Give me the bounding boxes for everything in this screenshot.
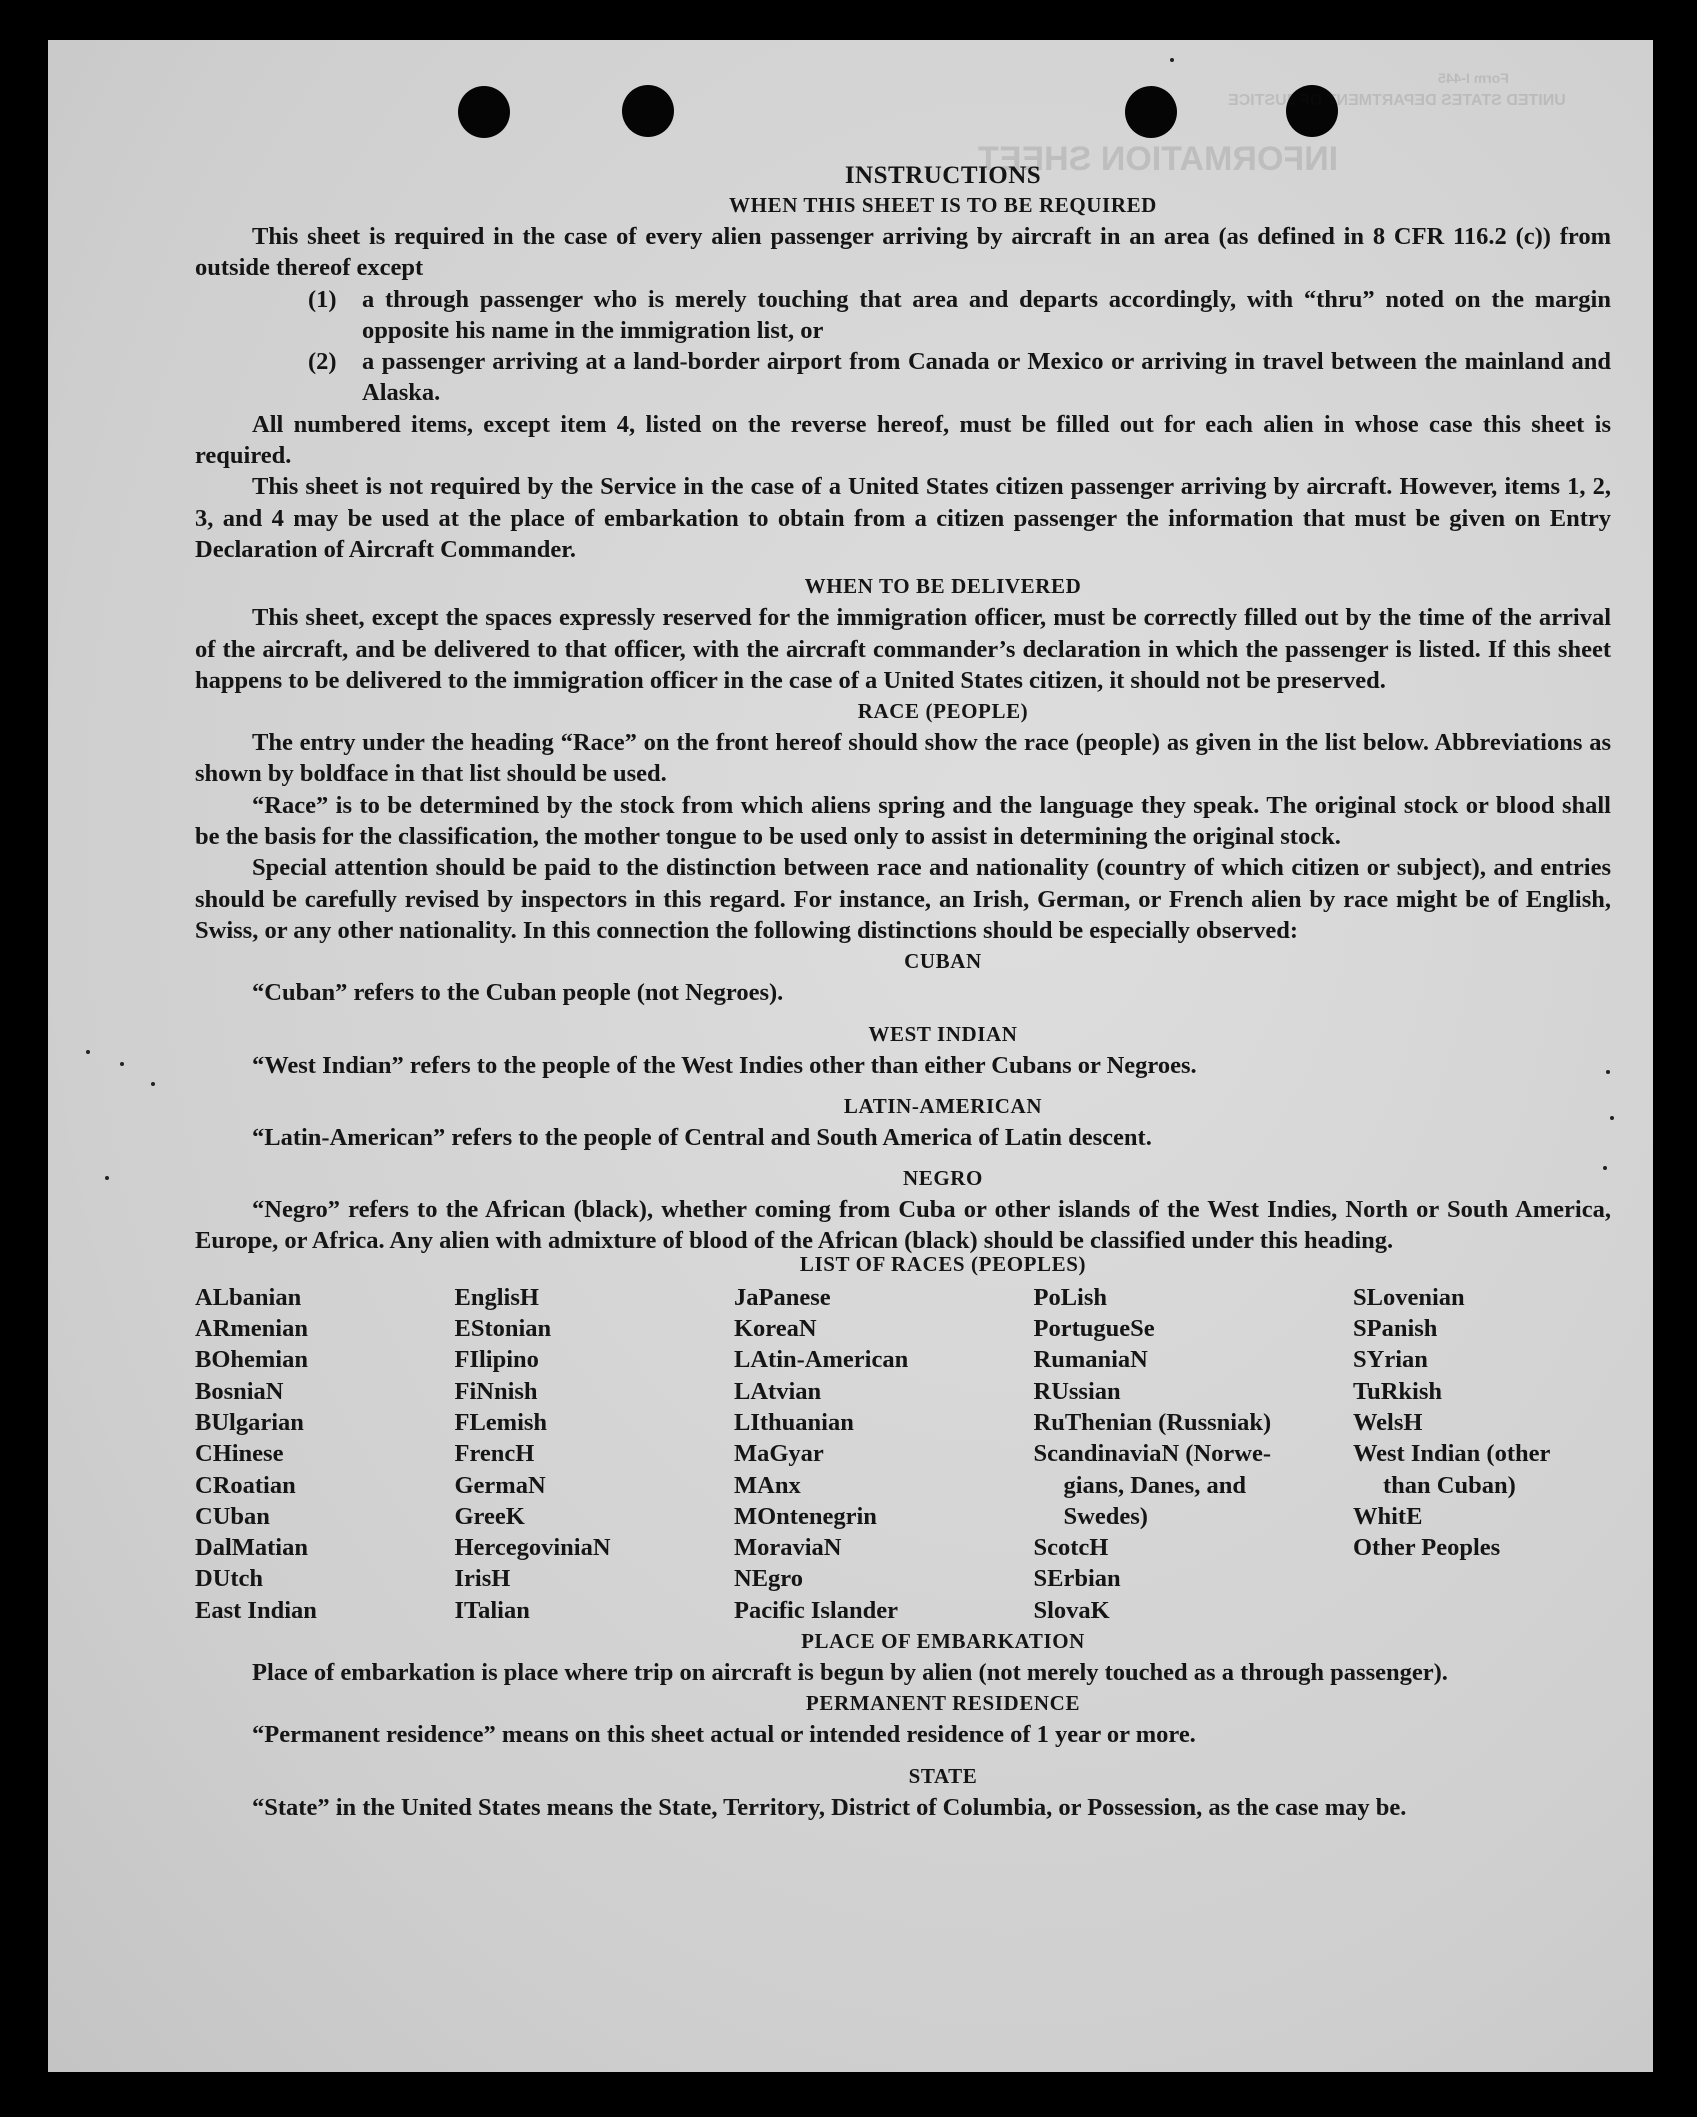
race-entry: LAtvian — [734, 1377, 822, 1405]
race-entry: ScandinaviaN (Norwe- — [1033, 1440, 1272, 1468]
race-entry: Other Peoples — [1353, 1534, 1501, 1562]
race-entry: PortugueSe — [1033, 1315, 1155, 1343]
race-entry: Pacific Islander — [734, 1596, 898, 1624]
paragraph-race-determination: “Race” is to be determined by the stock from which aliens spring and the language they speak. The original stock or blood shall be the basis for the classification, the mother tongue to be used only to assist in determining the original stock. — [195, 791, 1611, 851]
race-entry: ALbanian — [195, 1283, 302, 1311]
heading-permanent-residence: PERMANENT RESIDENCE — [805, 1691, 1081, 1716]
race-entry: RumaniaN — [1033, 1346, 1148, 1374]
race-entry: NEgro — [734, 1565, 803, 1593]
race-entry-continued: than Cuban) — [1383, 1471, 1516, 1499]
race-entry-continued: gians, Danes, and — [1063, 1471, 1246, 1499]
heading-latin-american: LATIN-AMERICAN — [843, 1093, 1043, 1118]
race-entry: EStonian — [454, 1315, 552, 1343]
item-text: a through passenger who is merely touching that area and departs accordingly, with “thru” noted on the margin opposite his name in the immigration list, or — [362, 285, 1611, 344]
race-entry: GreeK — [454, 1502, 525, 1530]
race-entry: CUban — [195, 1502, 270, 1530]
race-entry: MOntenegrin — [734, 1502, 877, 1530]
heading-race: RACE (PEOPLE) — [857, 699, 1029, 724]
page-title: INSTRUCTIONS — [844, 162, 1042, 189]
race-list — [195, 1282, 1611, 1626]
heading-embarkation: PLACE OF EMBARKATION — [801, 1628, 1085, 1653]
race-entry: LIthuanian — [734, 1408, 854, 1436]
paragraph-latin-american: “Latin-American” refers to the people of Central and South America of Latin descent. — [252, 1123, 1152, 1151]
race-entry: BOhemian — [195, 1346, 308, 1374]
paragraph-race-entry: The entry under the heading “Race” on the front hereof should show the race (people) as given in the list below. Abbreviations as shown by boldface in that list should be used. — [195, 729, 1611, 788]
race-entry: MAnx — [734, 1471, 801, 1499]
race-entry: CRoatian — [195, 1471, 296, 1499]
race-entry-continued: Swedes) — [1063, 1502, 1148, 1530]
paragraph-race-nationality: Special attention should be paid to the distinction between race and nationality (country of which citizen or subject), and entries should be carefully revised by inspectors in this regard. For instance, an Irish, German, or French alien by race might be of English, Swiss, or any other nationality. In this connection the following distinctions should be especially observed: — [195, 854, 1611, 944]
race-entry: FLemish — [454, 1408, 548, 1436]
race-entry: MoraviaN — [734, 1534, 842, 1562]
paragraph-state: “State” in the United States means the State, Territory, District of Columbia, or Possession, as the case may be. — [252, 1793, 1407, 1821]
punch-hole — [458, 86, 510, 138]
paragraph-west-indian: “West Indian” refers to the people of the West Indies other than either Cubans or Negroes. — [252, 1051, 1197, 1079]
race-entry: SYrian — [1353, 1346, 1428, 1374]
instructions-body — [195, 162, 1611, 1823]
paragraph-required-intro: This sheet is required in the case of every alien passenger arriving by aircraft in an area (as defined in 8 CFR 116.2 (c)) from outside thereof except — [195, 223, 1611, 282]
race-entry: HercegoviniaN — [454, 1534, 611, 1562]
heading-cuban: CUBAN — [904, 949, 982, 974]
race-entry: WhitE — [1353, 1502, 1423, 1530]
heading-when-delivered: WHEN TO BE DELIVERED — [804, 574, 1082, 599]
race-entry: DUtch — [195, 1565, 264, 1593]
punch-hole — [1125, 86, 1177, 138]
race-entry: LAtin-American — [734, 1346, 909, 1374]
race-entry: GermaN — [454, 1471, 546, 1499]
race-entry: SErbian — [1033, 1565, 1121, 1593]
heading-west-indian: WEST INDIAN — [868, 1021, 1018, 1046]
race-entry: ITalian — [454, 1596, 530, 1624]
race-entry: MaGyar — [734, 1440, 824, 1468]
race-entry: PoLish — [1033, 1283, 1108, 1311]
race-entry: DalMatian — [195, 1534, 308, 1562]
race-entry: East Indian — [195, 1596, 317, 1624]
speck — [120, 1062, 124, 1066]
bleed-through-form-no: Form I-445 — [1438, 70, 1509, 86]
speck — [1170, 58, 1174, 62]
speck — [151, 1082, 155, 1086]
race-entry: RUssian — [1033, 1377, 1121, 1405]
paragraph-delivery: This sheet, except the spaces expressly reserved for the immigration officer, must be correctly filled out by the time of the arrival of the aircraft, and be delivered to that officer, with the aircraft commander’s declaration in which the passenger is listed. If this sheet happens to be delivered to the immigration officer in the case of a United States citizen, it should not be preserved. — [195, 604, 1611, 694]
item-number: (2) — [308, 348, 337, 376]
bleed-through-label: INFORMATION SHEET — [978, 140, 1339, 178]
heading-state: STATE — [908, 1763, 978, 1788]
exception-item-1 — [195, 284, 1611, 347]
race-entry: IrisH — [454, 1565, 511, 1593]
race-entry: SlovaK — [1033, 1596, 1110, 1624]
race-entry: JaPanese — [734, 1283, 831, 1311]
item-text: a passenger arriving at a land-border airport from Canada or Mexico or arriving in travel between the mainland and Alaska. — [362, 348, 1611, 407]
heading-when-required: WHEN THIS SHEET IS TO BE REQUIRED — [729, 193, 1157, 217]
race-entry: FiNnish — [454, 1377, 538, 1405]
race-column — [1034, 1282, 1334, 1626]
paragraph-permanent-residence: “Permanent residence” means on this sheet actual or intended residence of 1 year or more. — [252, 1721, 1196, 1749]
race-entry: EnglisH — [454, 1283, 539, 1311]
paragraph-embarkation: Place of embarkation is place where trip on aircraft is begun by alien (not merely touched as a through passenger). — [252, 1658, 1448, 1686]
paragraph-numbered-items: All numbered items, except item 4, listed on the reverse hereof, must be filled out for each alien in whose case this sheet is required. — [195, 410, 1611, 470]
heading-negro: NEGRO — [902, 1166, 983, 1191]
speck — [105, 1176, 109, 1180]
race-column — [1353, 1282, 1611, 1626]
heading-list-of-races: LIST OF RACES (PEOPLES) — [799, 1251, 1087, 1276]
exception-item-2 — [195, 346, 1611, 409]
punch-hole — [622, 85, 674, 137]
document-page — [48, 40, 1653, 2072]
race-entry: ARmenian — [195, 1315, 308, 1343]
paragraph-cuban: “Cuban” refers to the Cuban people (not Negroes). — [252, 979, 784, 1007]
race-entry: BUlgarian — [195, 1408, 304, 1436]
race-entry: CHinese — [195, 1440, 284, 1468]
race-entry: RuThenian (Russniak) — [1033, 1408, 1272, 1436]
race-entry: FrencH — [454, 1440, 535, 1468]
race-entry: TuRkish — [1353, 1377, 1443, 1405]
paragraph-negro: “Negro” refers to the African (black), whether coming from Cuba or other islands of the West Indies, North or South America, Europe, or Africa. Any alien with admixture of blood of the African (black) should be classified under this heading. — [195, 1196, 1611, 1255]
speck — [86, 1050, 90, 1054]
race-entry: WelsH — [1353, 1408, 1423, 1436]
race-entry: SLovenian — [1353, 1283, 1465, 1311]
paragraph-citizen: This sheet is not required by the Service in the case of a United States citizen passenger arriving by aircraft. However, items 1, 2, 3, and 4 may be used at the place of embarkation to obtain from a citizen passenger the information that must be given on Entry Declaration of Aircraft Commander. — [195, 473, 1611, 563]
bleed-through-dept: UNITED STATES DEPARTMENT OF JUSTICE — [1228, 92, 1566, 109]
race-entry: SPanish — [1353, 1315, 1438, 1343]
race-column — [734, 1282, 1014, 1626]
race-entry: ScotcH — [1033, 1534, 1109, 1562]
race-column — [455, 1282, 715, 1626]
item-number: (1) — [308, 285, 337, 313]
race-entry: FIlipino — [454, 1346, 539, 1374]
race-column — [195, 1282, 435, 1626]
race-entry: West Indian (other — [1353, 1440, 1551, 1468]
race-entry: KoreaN — [734, 1315, 817, 1343]
race-entry: BosniaN — [195, 1377, 284, 1405]
